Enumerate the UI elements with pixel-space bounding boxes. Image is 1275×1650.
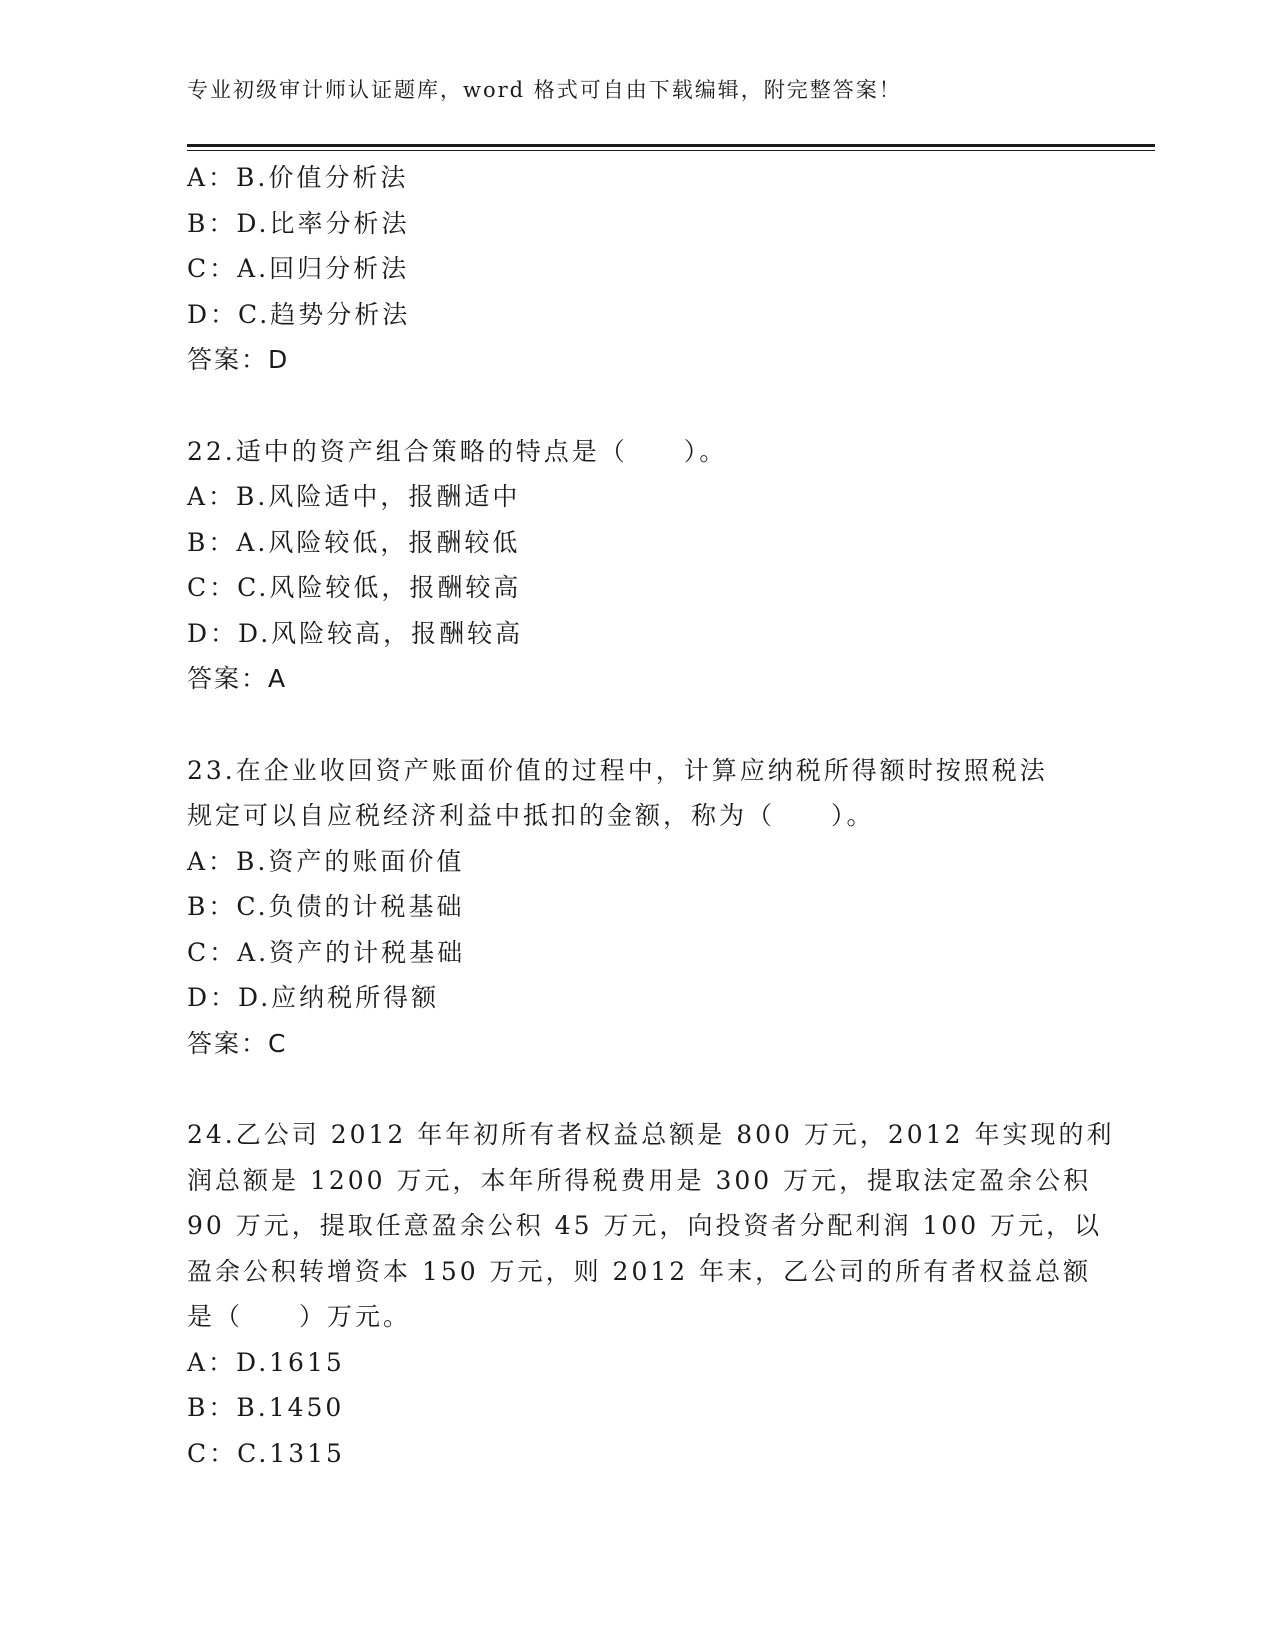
answer-line: 答案：D bbox=[187, 345, 290, 374]
option-d: D：D.应纳税所得额 bbox=[187, 983, 440, 1012]
option-c: C：A.资产的计税基础 bbox=[187, 937, 466, 967]
option-b: B：B.1450 bbox=[187, 1393, 345, 1422]
question-24 bbox=[187, 1112, 1115, 1476]
option-c: C：A.回归分析法 bbox=[187, 254, 410, 283]
question-text-line: 盈余公积转增资本 150 万元，则 2012 年末，乙公司的所有者权益总额 bbox=[187, 1256, 1092, 1286]
prev-question bbox=[187, 155, 1087, 383]
option-b: B：A.风险较低，报酬较低 bbox=[187, 527, 521, 557]
option-d: D：C.趋势分析法 bbox=[187, 299, 411, 329]
option-b: B：C.负债的计税基础 bbox=[187, 892, 465, 921]
option-a: A：B.资产的账面价值 bbox=[187, 846, 465, 876]
question-text-line: 是（ ）万元。 bbox=[187, 1302, 412, 1331]
question-23 bbox=[187, 748, 1087, 1067]
page-header: 专业初级审计师认证题库，word 格式可自由下载编辑，附完整答案！ bbox=[187, 78, 902, 102]
header-rule-thin bbox=[187, 150, 1155, 151]
header-rule-thick bbox=[187, 144, 1155, 147]
answer-line: 答案：A bbox=[187, 664, 288, 693]
question-text-line: 90 万元，提取任意盈余公积 45 万元，向投资者分配利润 100 万元，以 bbox=[187, 1211, 1103, 1240]
question-22 bbox=[187, 429, 1087, 702]
question-text-line: 23.在企业收回资产账面价值的过程中，计算应纳税所得额时按照税法 bbox=[187, 755, 1048, 785]
document-body bbox=[187, 155, 1115, 1476]
answer-line: 答案：C bbox=[187, 1028, 288, 1058]
option-c: C：C.风险较低，报酬较高 bbox=[187, 573, 522, 602]
question-text-line: 规定可以自应税经济利益中抵扣的金额，称为（ ）。 bbox=[187, 801, 875, 830]
option-b: B：D.比率分析法 bbox=[187, 208, 410, 238]
option-c: C：C.1315 bbox=[187, 1438, 345, 1468]
option-a: A：B.价值分析法 bbox=[187, 163, 409, 192]
option-a: A：D.1615 bbox=[187, 1347, 345, 1377]
question-text-line: 24.乙公司 2012 年年初所有者权益总额是 800 万元，2012 年实现的利 bbox=[187, 1120, 1115, 1149]
question-text: 22.适中的资产组合策略的特点是（ ）。 bbox=[187, 436, 728, 466]
option-a: A：B.风险适中，报酬适中 bbox=[187, 482, 521, 511]
question-text-line: 润总额是 1200 万元，本年所得税费用是 300 万元，提取法定盈余公积 bbox=[187, 1165, 1092, 1195]
option-d: D：D.风险较高，报酬较高 bbox=[187, 618, 524, 648]
